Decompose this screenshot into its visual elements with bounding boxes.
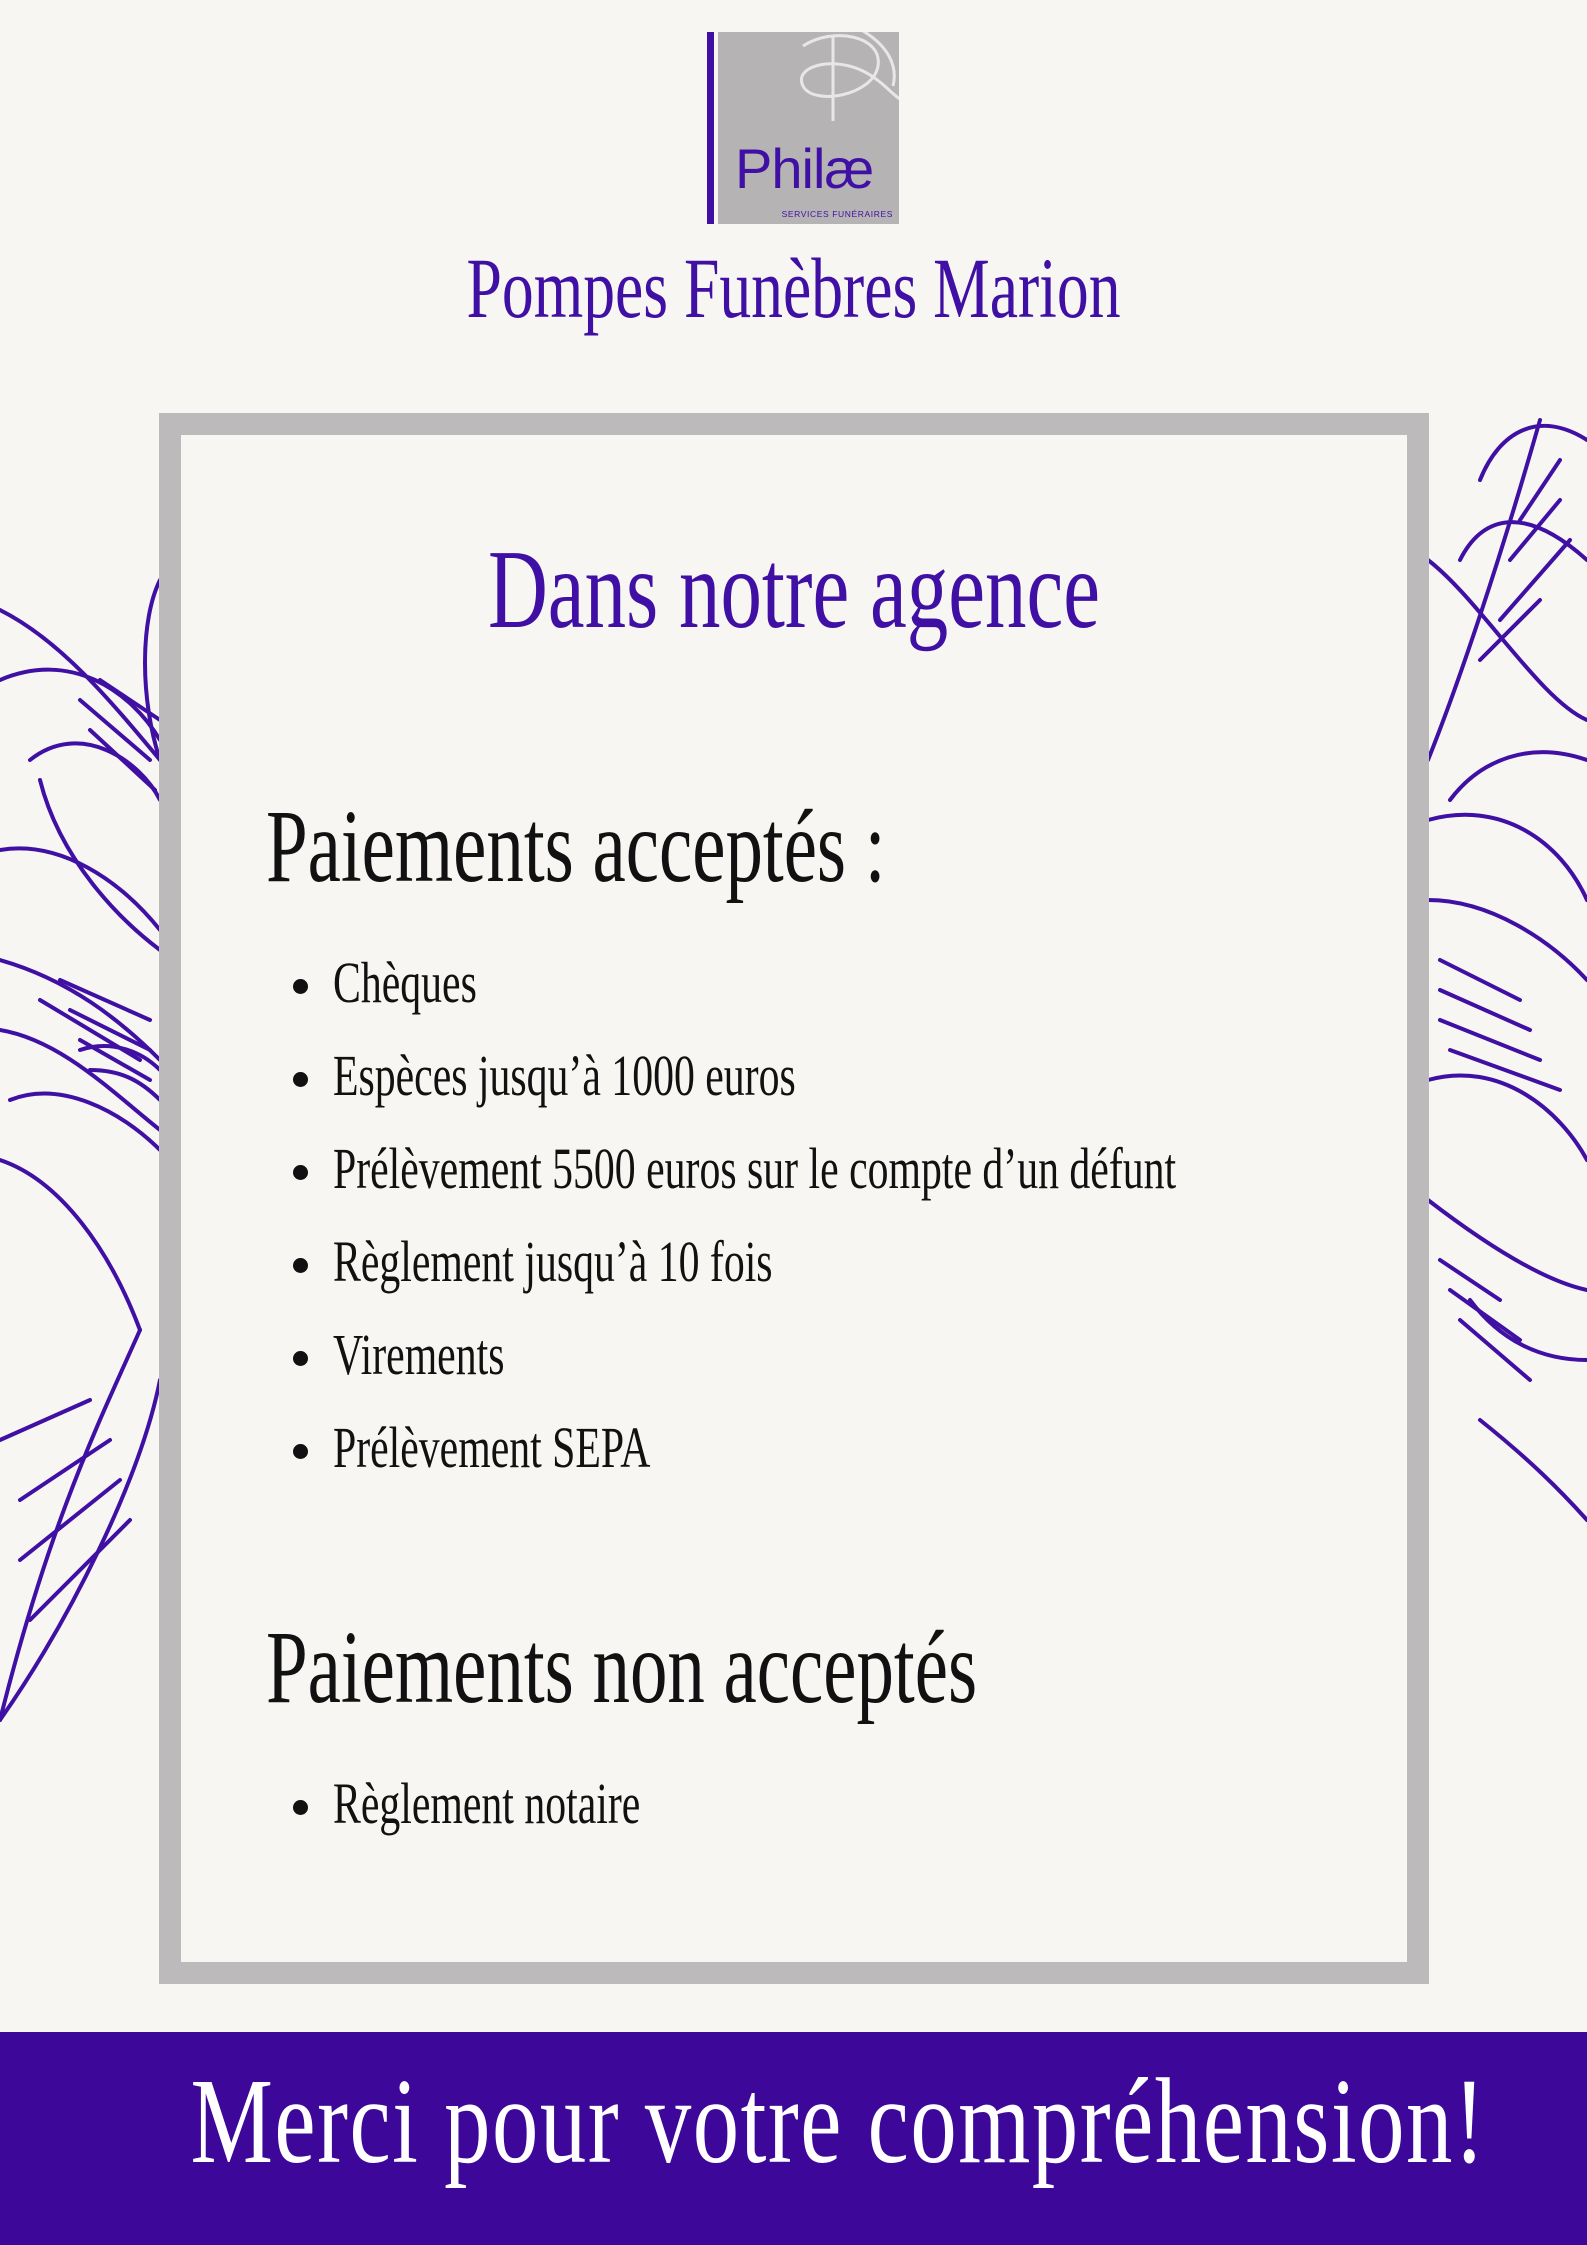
list-item-text: Prélèvement 5500 euros sur le compte d’un défunt [333,1136,1177,1201]
agency-name: Pompes Funèbres Marion [466,240,1121,336]
bullet-icon [293,1165,308,1180]
list-item-text: Virements [333,1322,505,1387]
logo-accent-bar [707,32,714,224]
thank-you-message: Merci pour votre compréhension! [190,2054,1487,2189]
bullet-icon [293,1351,308,1366]
bullet-icon [293,1258,308,1273]
right-flower [1428,420,1587,1520]
ampersand-mark-icon [773,32,899,126]
refused-payments-heading: Paiements non acceptés [266,1610,978,1725]
list-item-text: Prélèvement SEPA [333,1415,651,1480]
bullet-icon [293,1444,308,1459]
payments-card [159,413,1429,1984]
card-title: Dans notre agence [487,528,1101,652]
bullet-icon [293,1800,308,1815]
logo-tagline: SERVICES FUNÉRAIRES [781,209,893,219]
list-item-text: Espèces jusqu’à 1000 euros [333,1043,796,1108]
left-flower [0,580,160,1720]
list-item-text: Chèques [333,950,477,1015]
philae-logo [707,32,899,224]
bullet-icon [293,979,308,994]
logo-name: Philæ [735,137,874,200]
list-item-text: Règlement notaire [333,1771,641,1836]
accepted-payments-heading: Paiements acceptés : [266,789,886,904]
footer-banner [0,2032,1587,2245]
logo-badge [718,32,899,224]
list-item-text: Règlement jusqu’à 10 fois [333,1229,773,1294]
bullet-icon [293,1072,308,1087]
